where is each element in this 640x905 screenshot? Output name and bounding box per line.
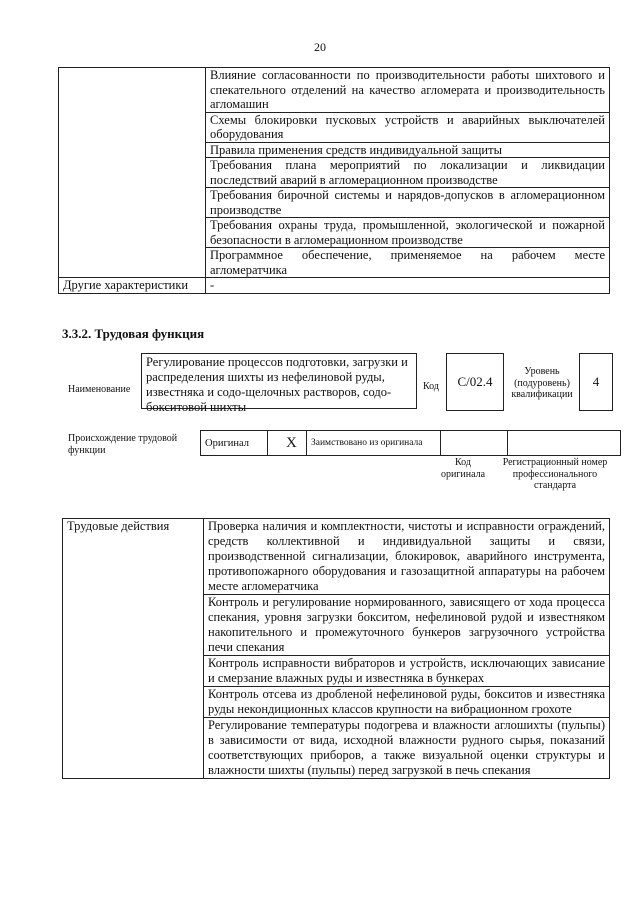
other-characteristics-label: Другие характеристики [59,278,206,294]
code-label: Код [423,381,439,392]
table-row: Контроль отсева из дробленой нефелиновой руды, бокситов и известняка руды некондиционных классов крупности на вибрационном грохоте [204,687,610,718]
name-label: Наименование [68,384,131,395]
borrowed-label: Заимствовано из оригинала [307,431,441,456]
table-row: Требования бирочной системы и нарядов-допусков в агломерационном производстве [206,188,610,218]
actions-table [62,518,610,779]
level-label: Уровень (подуровень) квалификации [511,366,573,400]
table-row: Проверка наличия и комплектности, чистоты и исправности ограждений, средств коллективной и индивидуальной защиты и связи, производственной сигнализации, блокировок, аварийного инструмента, противопожарного оборудования и газозащитной аппаратуры на рабочем месте агломератчика [204,519,610,595]
level-value-box: 4 [579,353,613,411]
table-row: Контроль и регулирование нормированного, зависящего от хода процесса спекания, уровня загрузки бокситом, нефелиновой рудой и известняком накопительного и промежуточного бункеров загрузочного устройства печи спекания [204,595,610,656]
actions-label: Трудовые действия [63,519,204,779]
original-label: Оригинал [201,431,268,456]
table-row: Влияние согласованности по производительности работы шихтового и спекательного отделений на качество агломерата и производительность агломашин [206,68,610,113]
table-row: Требования плана мероприятий по локализации и ликвидации последствий аварий в агломерационном производстве [206,158,610,188]
function-code-box: С/02.4 [446,353,504,411]
code-original-cell [441,431,508,456]
reg-number-cell [508,431,621,456]
table-row: Требования охраны труда, промышленной, экологической и пожарной безопасности в агломерационном производстве [206,218,610,248]
table-row: Правила применения средств индивидуальной защиты [206,142,610,158]
table-row: Программное обеспечение, применяемое на рабочем месте агломератчика [206,248,610,278]
origin-label: Происхождение трудовой функции [68,433,178,456]
table-row: Схемы блокировки пусковых устройств и аварийных выключателей оборудования [206,112,610,142]
table-row: Контроль исправности вибраторов и устройств, исключающих зависание и смерзание влажных руды и известняка в бункерах [204,656,610,687]
original-mark: X [268,431,307,456]
table-row: Регулирование температуры подогрева и влажности аглошихты (пульпы) в зависимости от вида, исходной влажности рудного сырья, показаний соответствующих приборов, а также визуальной оценки структуры и влажности шихты (пульпы) перед загрузкой в печь спекания [204,718,610,779]
knowledge-table [58,67,610,294]
code-original-label: Код оригинала [440,457,486,480]
origin-table [200,430,621,456]
function-name-box: Регулирование процессов подготовки, загрузки и распределения шихты из нефелиновой руды, известняка и содо-щелочных растворов, содо-бокситовой шихты [141,353,417,409]
other-characteristics-value: - [206,278,610,294]
section-heading: 3.3.2. Трудовая функция [62,326,205,341]
reg-number-label: Регистрационный номер профессионального стандарта [502,457,608,491]
page-number: 20 [314,40,326,54]
